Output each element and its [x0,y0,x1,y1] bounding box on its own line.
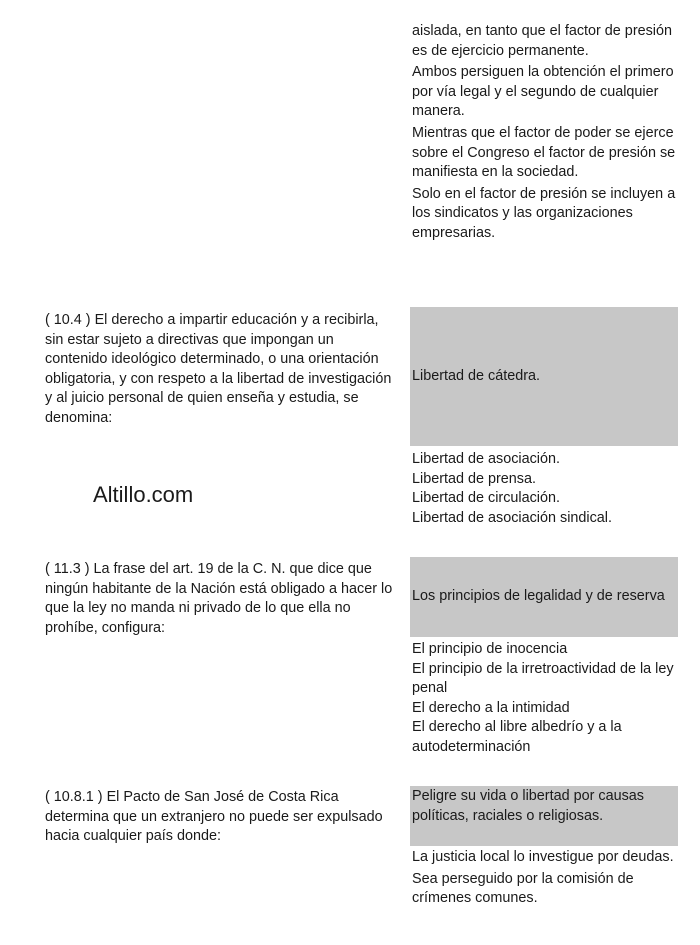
answer-option: Libertad de prensa. [412,470,537,487]
altillo-watermark: Altillo.com [93,482,194,507]
answer-list-q3 [410,848,678,911]
correct-answer-label: Peligre su vida o libertad por causas políticas, raciales o religiosas. [412,788,644,824]
correct-answer-q3 [410,786,678,846]
answer-option: Mientras que el factor de poder se ejerce sobre el Congreso el factor de presión se manifiesta en la sociedad. [412,124,676,181]
answer-option: Solo en el factor de presión se incluyen a los sindicatos y las organizaciones empresarias. [412,185,676,241]
answer-option: El derecho al libre albedrío y a la autodeterminación [412,719,622,755]
correct-answer-label: Los principios de legalidad y de reserva [412,588,665,605]
answer-list-q2 [410,640,678,758]
answer-option: Ambos persiguen la obtención el primero por vía legal y el segundo de cualquier manera. [412,64,674,120]
answer-option: El derecho a la intimidad [412,699,570,716]
question-text-q2: ( 11.3 ) La frase del art. 19 de la C. N. que dice que ningún habitante de la Nación está obligado a hacer lo que la ley no manda ni privado de lo que ella no prohíbe, configura: [45,561,393,636]
answer-option: La justicia local lo investigue por deudas. [412,849,674,865]
answer-option: El principio de la irretroactividad de la ley penal [412,660,674,697]
correct-answer-q1 [410,307,678,446]
correct-answer-label: Libertad de cátedra. [412,367,541,384]
answer-option: aislada, en tanto que el factor de presión es de ejercicio permanente. [412,23,673,59]
answer-option: Libertad de circulación. [412,490,560,507]
answer-option: Libertad de asociación sindical. [412,509,612,526]
question-text-q3: ( 10.8.1 ) El Pacto de San José de Costa Rica determina que un extranjero no puede ser expulsado hacia cualquier país donde: [45,789,383,845]
question-text-q1: ( 10.4 ) El derecho a impartir educación y a recibirla, sin estar sujeto a directivas que impongan un contenido ideológico determinado, o una orientación obligatoria, y con respeto a la libertad de investigación y al juicio personal de quien enseña y estudia, se denomina: [45,312,392,426]
answer-option: Libertad de asociación. [412,451,561,467]
answer-list-q1 [410,450,678,528]
answer-option: El principio de inocencia [412,641,568,657]
answer-list-block0 [410,22,678,246]
correct-answer-q2 [410,557,678,637]
answer-option: Sea perseguido por la comisión de crímenes comunes. [412,870,634,907]
